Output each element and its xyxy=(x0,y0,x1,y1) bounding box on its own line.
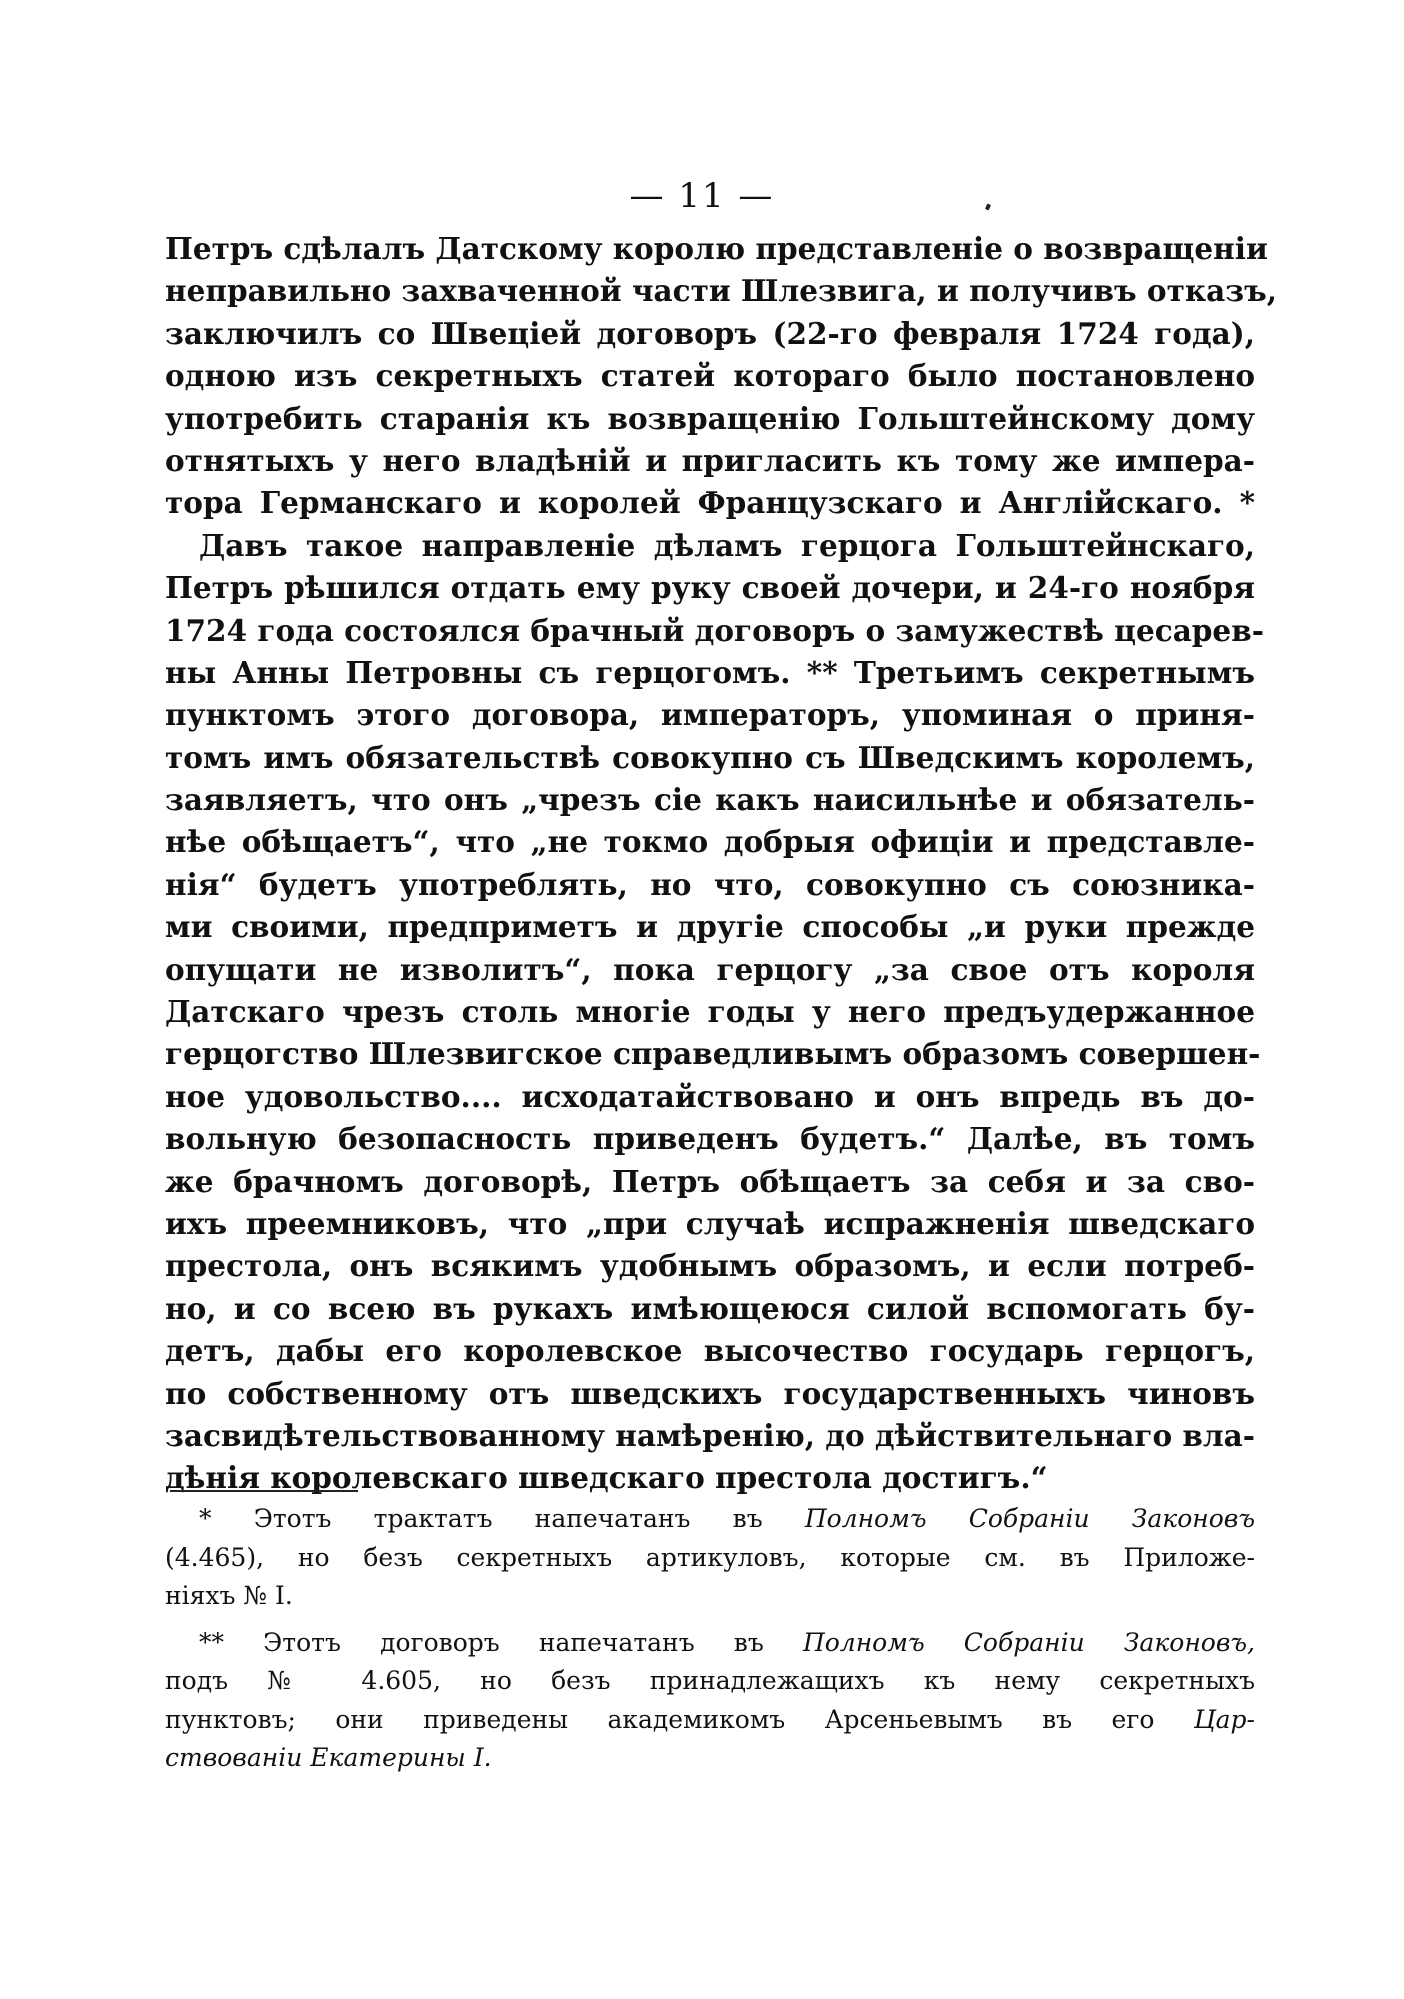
footnote-line xyxy=(165,1624,1255,1663)
text-line: засвидѣтельствованному намѣренію, до дѣйствительнаго вла- xyxy=(165,1417,1256,1453)
footnote-line: подъ № 4.605, но безъ принадлежащихъ къ нему секретныхъ xyxy=(165,1666,1255,1695)
page-number: — 11 — xyxy=(629,176,775,216)
text-line: заявляетъ, что онъ „чрезъ сіе какъ наисильнѣе и обязатель- xyxy=(165,782,1255,818)
text-line: же брачномъ договорѣ, Петръ обѣщаетъ за себя и за сво- xyxy=(165,1163,1255,1199)
text-line: по собственному отъ шведскихъ государственныхъ чиновъ xyxy=(165,1375,1255,1411)
footnote-line xyxy=(165,1701,1255,1740)
footnote-1 xyxy=(165,1500,1255,1616)
text-line: Датскаго чрезъ столь многіе годы у него предъудержанное xyxy=(165,994,1255,1030)
footnote-line: (4.465), но безъ секретныхъ артикуловъ, которые см. въ Приложе- xyxy=(165,1542,1255,1572)
text-line: ихъ преемниковъ, что „при случаѣ испражненія шведскаго xyxy=(165,1205,1255,1241)
footnote-citation: Полномъ Собраніи Законовъ xyxy=(804,1504,1255,1533)
footnote-citation: Цар- xyxy=(1193,1704,1255,1734)
text-line: пунктомъ этого договора, императоръ, упоминая о приня- xyxy=(165,697,1255,733)
text-line: ми своими, предприметъ и другіе способы „и руки прежде xyxy=(165,909,1255,945)
footnotes xyxy=(165,1500,1255,1778)
text-line: отнятыхъ у него владѣній и пригласить къ тому же импера- xyxy=(165,442,1255,478)
text-line: заключилъ со Швеціей договоръ (22-го февраля 1724 года), xyxy=(165,315,1255,351)
text-line: престола, онъ всякимъ удобнымъ образомъ, и если потреб- xyxy=(165,1248,1255,1284)
main-text xyxy=(165,228,1278,1500)
footnote-rule xyxy=(170,1490,358,1492)
text-line: 1724 года состоялся брачный договоръ о замужествѣ цесарев- xyxy=(165,612,1264,648)
footnote-line xyxy=(165,1739,1255,1778)
text-line: вольную безопасность приведенъ будетъ.“ Далѣе, въ томъ xyxy=(165,1121,1255,1157)
footnote-text: * Этотъ трактатъ напечатанъ въ xyxy=(199,1504,805,1533)
text-line: но, и со всею въ рукахъ имѣющеюся силой вспомогать бу- xyxy=(165,1290,1255,1326)
footnote-2 xyxy=(165,1624,1255,1778)
footnote-line xyxy=(165,1500,1255,1539)
footnote-line: ніяхъ № I. xyxy=(165,1581,293,1610)
text-line: ны Анны Петровны съ герцогомъ. ** Третьимъ секретнымъ xyxy=(165,654,1255,690)
footnote-text: пунктовъ; они приведены академикомъ Арсеньевымъ въ его xyxy=(165,1704,1194,1734)
text-line: томъ имъ обязательствѣ совокупно съ Шведскимъ королемъ, xyxy=(165,739,1255,775)
text-line: нѣе обѣщаетъ“, что „не токмо добрыя офиціи и представле- xyxy=(165,824,1255,860)
text-line: Давъ такое направленіе дѣламъ герцога Гольштейнскаго, xyxy=(199,527,1255,563)
text-line: одною изъ секретныхъ статей котораго было постановлено xyxy=(165,358,1255,394)
text-line: Петръ рѣшился отдать ему руку своей дочери, и 24-го ноября xyxy=(165,570,1255,606)
text-line: дѣнія королевскаго шведскаго престола достигъ.“ xyxy=(165,1460,1048,1496)
text-line: неправильно захваченной части Шлезвига, и получивъ отказъ, xyxy=(165,273,1278,309)
text-line: опущати не изволитъ“, пока герцогу „за свое отъ короля xyxy=(165,951,1255,987)
text-line: ное удовольство.... исходатайствовано и онъ впредь въ до- xyxy=(165,1078,1255,1114)
text-line: герцогство Шлезвигское справедливымъ образомъ совершен- xyxy=(165,1036,1261,1072)
text-line: нія“ будетъ употреблять, но что, совокупно съ союзника- xyxy=(165,866,1255,902)
footnote-citation: ствованіи Екатерины I. xyxy=(165,1743,492,1772)
footnote-text: ** Этотъ договоръ напечатанъ въ xyxy=(199,1627,803,1657)
text-line: Петръ сдѣлалъ Датскому королю представленіе о возвращеніи xyxy=(165,231,1268,266)
text-line: употребить старанія къ возвращенію Гольштейнскому дому xyxy=(165,400,1255,436)
text-line: тора Германскаго и королей Французскаго и Англійскаго. * xyxy=(165,485,1255,521)
footnote-citation: Полномъ Собраніи Законовъ, xyxy=(802,1627,1255,1657)
text-line: детъ, дабы его королевское высочество государь герцогъ, xyxy=(165,1333,1255,1369)
